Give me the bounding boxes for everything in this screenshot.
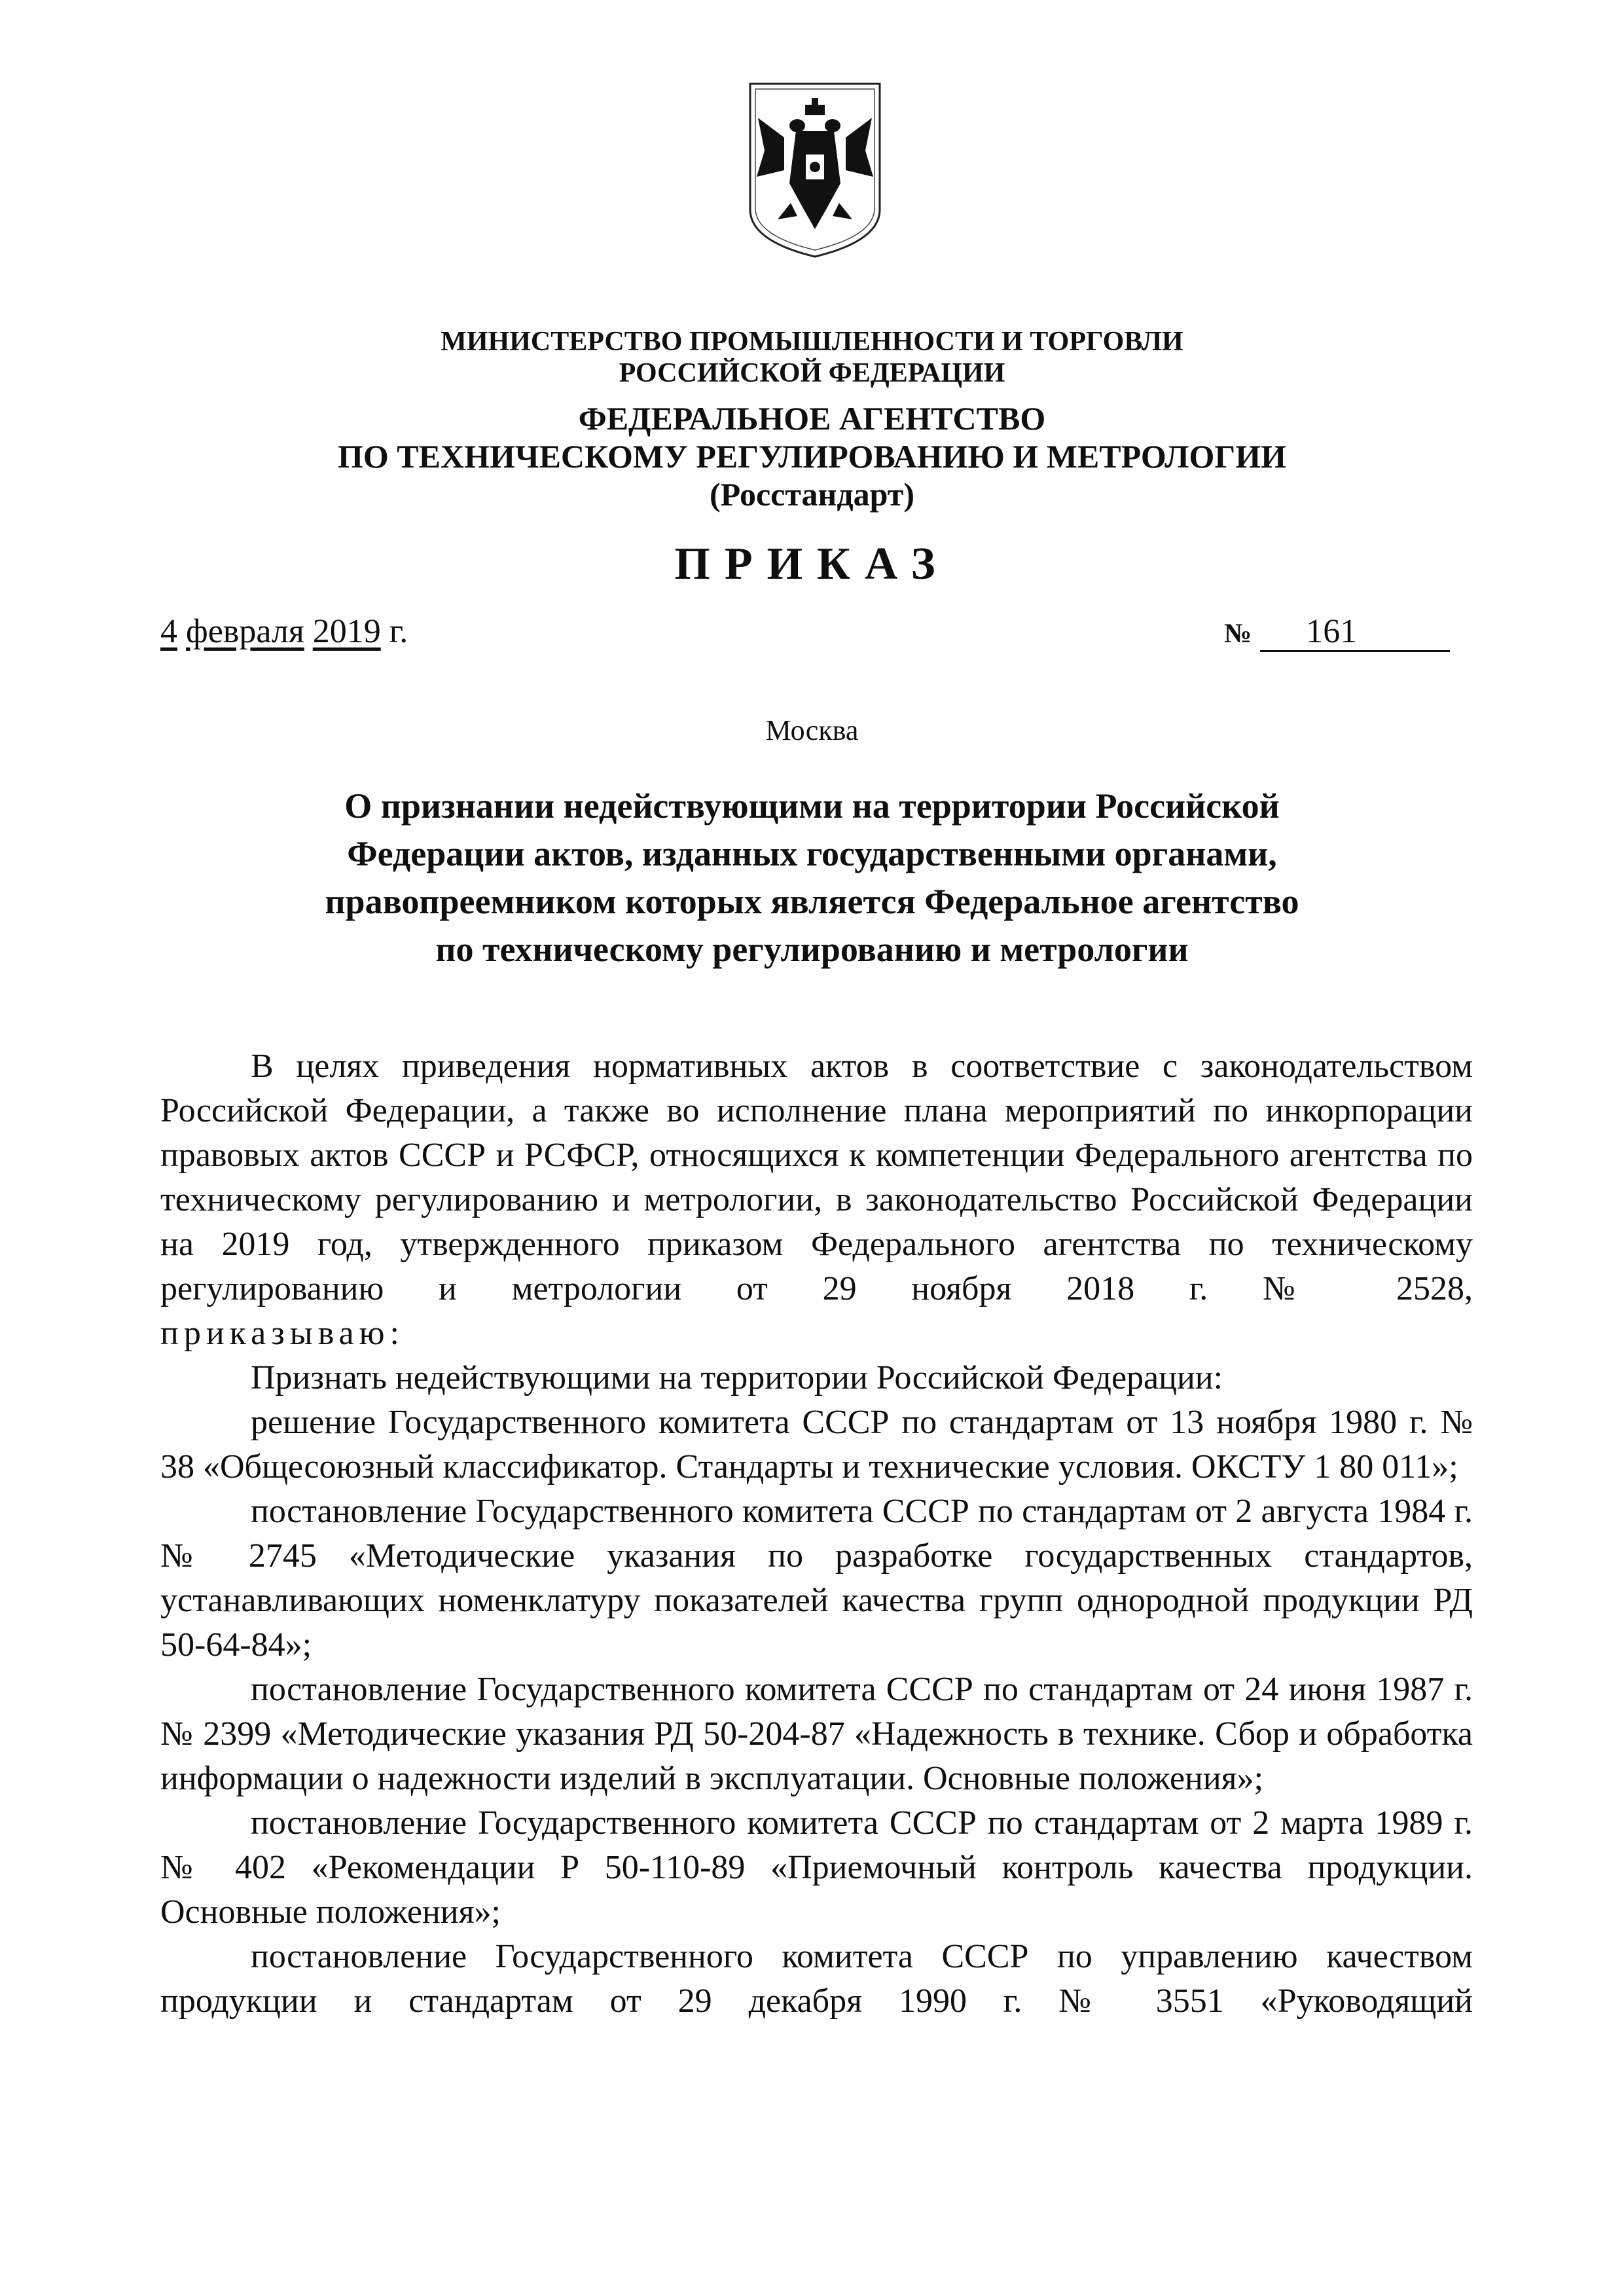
list-item: решение Государственного комитета СССР по стандартам от 13 ноября 1980 г. № 38 «Общесоюзный классификатор. Стандарты и технические условия. ОКСТУ 1 80 011»;: [160, 1404, 1473, 1485]
subject-line: правопреемником которых является Федеральное агентство: [325, 882, 1299, 921]
number-value: 161: [1260, 613, 1450, 652]
agency-line-1: ФЕДЕРАЛЬНОЕ АГЕНТСТВО: [578, 400, 1046, 437]
agency-name: [0, 399, 1624, 513]
order-word: приказываю:: [160, 1315, 405, 1352]
list-item: постановление Государственного комитета СССР по стандартам от 2 марта 1989 г. № 402 «Рекомендации Р 50-110-89 «Приемочный контроль качества продукции. Основные положения»;: [160, 1804, 1473, 1931]
agency-line-2: ПО ТЕХНИЧЕСКОМУ РЕГУЛИРОВАНИЮ И МЕТРОЛОГИИ: [338, 438, 1286, 475]
document-type: ПРИКАЗ: [674, 539, 950, 589]
order-number: [1224, 612, 1450, 653]
number-sign: №: [1224, 619, 1252, 649]
preamble-paragraph: В целях приведения нормативных актов в соответствие с законодательством Российской Федерации, а также во исполнение плана мероприятий по инкорпорации правовых актов СССР и РСФСР, относящихся к компетенции Федерального агентства по техническому регулированию и метрологии, в законодательство Российской Федерации на 2019 год, утвержденного приказом Федерального агентства по техническому регулированию и метрологии от 29 ноября 2018 г. № 2528,: [160, 1048, 1473, 1307]
list-item: постановление Государственного комитета СССР по стандартам от 24 июня 1987 г. № 2399 «Методические указания РД 50-204-87 «Надежность в технике. Сбор и обработка информации о надежности изделий в эксплуатации. Основные положения»;: [160, 1671, 1473, 1797]
ministry-line-1: МИНИСТЕРСТВО ПРОМЫШЛЕННОСТИ И ТОРГОВЛИ: [441, 327, 1183, 357]
city: Москва: [765, 714, 859, 746]
subject-line: Федерации актов, изданных государственными органами,: [347, 834, 1277, 873]
date-day: 4: [160, 613, 177, 650]
order-date: [160, 612, 408, 651]
subject-line: О признании недействующими на территории Российской: [344, 786, 1280, 826]
date-month: февраля: [186, 613, 304, 650]
order-body: [160, 1044, 1473, 2024]
subject-line: по техническому регулированию и метрологии: [435, 930, 1189, 969]
order-subject: [0, 782, 1624, 974]
date-year: 2019: [312, 613, 381, 650]
agency-short-name: (Росстандарт): [710, 476, 914, 513]
decision-paragraph: Признать недействующими на территории Российской Федерации:: [251, 1359, 1223, 1396]
date-suffix: г.: [389, 613, 408, 650]
list-item-partial: постановление Государственного комитета СССР по управлению качеством продукции и стандартам от 29 декабря 1990 г. № 3551 «Руководящий: [160, 1938, 1473, 2020]
ministry-line-2: РОССИЙСКОЙ ФЕДЕРАЦИИ: [619, 358, 1005, 388]
ministry-name: [0, 326, 1624, 389]
coat-of-arms-icon: [745, 79, 885, 262]
list-item: постановление Государственного комитета СССР по стандартам от 2 августа 1984 г. № 2745 «Методические указания по разработке государственных стандартов, устанавливающих номенклатуру показателей качества групп однородной продукции РД 50-64-84»;: [160, 1493, 1473, 1664]
